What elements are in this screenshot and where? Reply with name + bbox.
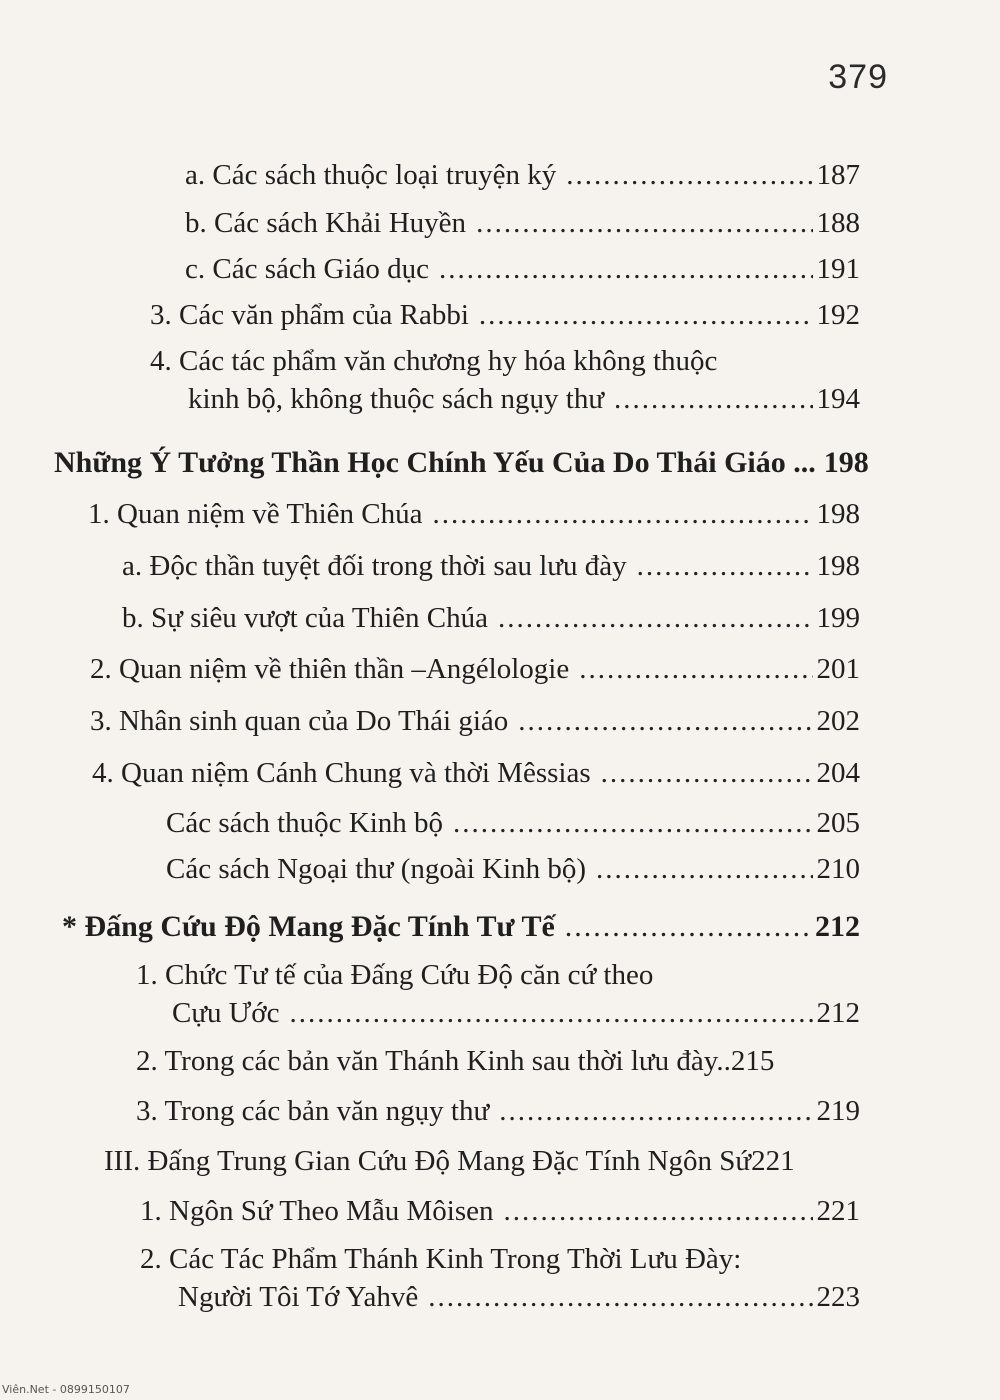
toc-entry-page: 187 xyxy=(816,159,860,191)
dot-leader xyxy=(428,1280,812,1314)
toc-entry-page: 198 xyxy=(823,446,869,479)
toc-entry-page: 198 xyxy=(816,498,860,530)
dot-leader xyxy=(439,252,813,286)
toc-entry-title: 2. Trong các bản văn Thánh Kinh sau thời lưu đày.. xyxy=(136,1045,731,1077)
toc-entry-page: 202 xyxy=(816,705,860,737)
toc-entry-title: 1. Chức Tư tế của Đấng Cứu Độ căn cứ theo xyxy=(136,959,654,991)
toc-entry-page: 210 xyxy=(816,853,860,885)
toc-section-heading xyxy=(54,446,869,480)
toc-entry xyxy=(104,1144,860,1178)
toc-entry-title: a. Độc thần tuyệt đối trong thời sau lưu đày xyxy=(122,550,627,582)
toc-entry xyxy=(172,996,860,1030)
toc-entry-title: Những Ý Tưởng Thần Học Chính Yếu Của Do Thái Giáo ... xyxy=(54,446,816,479)
toc-entry xyxy=(90,652,860,686)
dot-leader xyxy=(566,158,812,192)
toc-entry-title: Các sách Ngoại thư (ngoài Kinh bộ) xyxy=(166,853,587,885)
page-number: 379 xyxy=(828,58,888,96)
toc-entry xyxy=(136,1044,860,1078)
toc-entry xyxy=(136,1094,860,1128)
toc-entry-page: 192 xyxy=(816,299,860,331)
toc-entry-page: 194 xyxy=(816,383,860,415)
dot-leader xyxy=(499,1094,812,1128)
toc-entry-continued xyxy=(150,344,717,378)
toc-entry xyxy=(185,252,860,286)
toc-entry-title: c. Các sách Giáo dục xyxy=(185,253,429,285)
dot-leader xyxy=(498,601,813,635)
dot-leader xyxy=(601,756,813,790)
toc-entry-title: 2. Các Tác Phẩm Thánh Kinh Trong Thời Lưu Đày: xyxy=(140,1243,742,1275)
toc-entry-title: 4. Các tác phẩm văn chương hy hóa không thuộc xyxy=(150,345,718,377)
toc-entry-page: 212 xyxy=(815,910,860,943)
toc-entry xyxy=(166,852,860,886)
toc-entry-page: 191 xyxy=(816,253,860,285)
toc-entry-title: kinh bộ, không thuộc sách ngụy thư xyxy=(188,383,605,415)
toc-entry xyxy=(140,1194,860,1228)
toc-entry xyxy=(90,704,860,738)
dot-leader xyxy=(453,806,812,840)
watermark-text: Viên.Net - 0899150107 xyxy=(2,1383,130,1396)
toc-entry-title: a. Các sách thuộc loại truyện ký xyxy=(185,159,557,191)
toc-entry-title: b. Sự siêu vượt của Thiên Chúa xyxy=(122,602,488,634)
toc-entry-title: * Đấng Cứu Độ Mang Đặc Tính Tư Tế xyxy=(62,910,555,943)
toc-entry-title: b. Các sách Khải Huyền xyxy=(185,207,467,239)
toc-entry-title: 3. Trong các bản văn ngụy thư xyxy=(136,1095,490,1127)
toc-entry xyxy=(185,158,860,192)
toc-entry-continued xyxy=(140,1242,741,1276)
dot-leader xyxy=(565,910,811,944)
toc-entry-title: III. Đấng Trung Gian Cứu Độ Mang Đặc Tính Ngôn Sứ xyxy=(104,1145,752,1177)
toc-entry-title: 2. Quan niệm về thiên thần –Angélologie xyxy=(90,653,570,685)
dot-leader xyxy=(479,298,813,332)
toc-entry-page: 198 xyxy=(816,550,860,582)
toc-entry-title: 1. Ngôn Sứ Theo Mẫu Môisen xyxy=(140,1195,494,1227)
dot-leader xyxy=(504,1194,813,1228)
toc-entry-title: 1. Quan niệm về Thiên Chúa xyxy=(88,498,423,530)
toc-entry-title: Cựu Ước xyxy=(172,997,280,1029)
toc-entry-page: 215 xyxy=(730,1045,775,1077)
toc-entry-page: 201 xyxy=(816,653,860,685)
toc-entry-page: 199 xyxy=(816,602,860,634)
dot-leader xyxy=(476,206,812,240)
toc-entry xyxy=(88,497,860,531)
toc-entry-title: 4. Quan niệm Cánh Chung và thời Mêssias xyxy=(92,757,591,789)
dot-leader xyxy=(637,549,813,583)
toc-entry-page: 204 xyxy=(816,757,860,789)
toc-entry xyxy=(122,601,860,635)
dot-leader xyxy=(579,652,812,686)
toc-entry xyxy=(150,298,860,332)
toc-entry xyxy=(178,1280,860,1314)
dot-leader xyxy=(614,382,812,416)
toc-entry-title: 3. Nhân sinh quan của Do Thái giáo xyxy=(90,705,509,737)
dot-leader xyxy=(596,852,812,886)
toc-entry xyxy=(122,549,860,583)
toc-entry-page: 221 xyxy=(816,1195,860,1227)
toc-entry-title: Các sách thuộc Kinh bộ xyxy=(166,807,444,839)
toc-entry-page: 188 xyxy=(816,207,860,239)
dot-leader xyxy=(518,704,812,738)
toc-entry xyxy=(185,206,860,240)
toc-entry-continued xyxy=(136,958,653,992)
toc-entry-title: Người Tôi Tớ Yahvê xyxy=(178,1281,419,1313)
toc-entry-page: 221 xyxy=(751,1145,795,1177)
toc-entry xyxy=(166,806,860,840)
toc-entry-page: 212 xyxy=(816,997,860,1029)
dot-leader xyxy=(290,996,813,1030)
toc-entry-page: 219 xyxy=(816,1095,860,1127)
toc-entry xyxy=(188,382,860,416)
toc-entry-page: 223 xyxy=(816,1281,860,1313)
toc-entry xyxy=(92,756,860,790)
dot-leader xyxy=(433,497,813,531)
toc-entry-title: 3. Các văn phẩm của Rabbi xyxy=(150,299,469,331)
toc-entry-page: 205 xyxy=(816,807,860,839)
toc-section-heading xyxy=(62,910,860,944)
